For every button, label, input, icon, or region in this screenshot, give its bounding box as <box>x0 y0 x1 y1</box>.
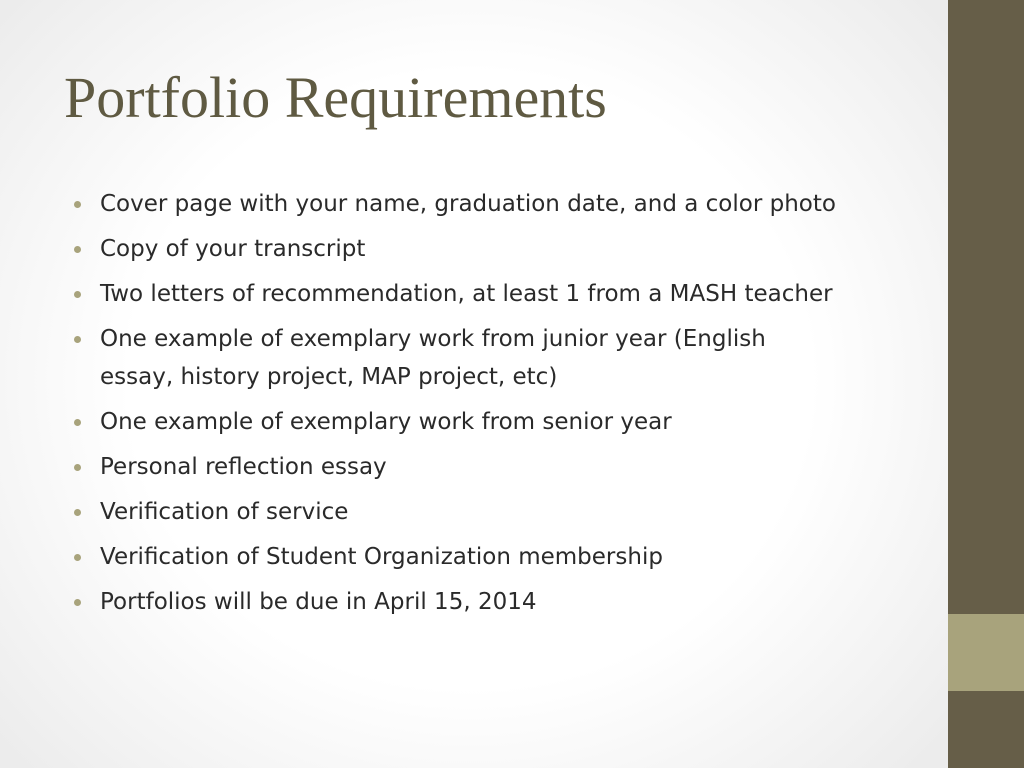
bullet-item <box>72 403 842 441</box>
bullet-text: Verification of service <box>100 499 349 525</box>
bullet-dot-icon <box>74 336 81 343</box>
bullet-dot-icon <box>74 291 81 298</box>
bullet-dot-icon <box>74 599 81 606</box>
bullet-item <box>72 320 842 396</box>
slide-title: Portfolio Requirements <box>64 65 607 130</box>
bullet-text: One example of exemplary work from senior year <box>100 409 672 435</box>
bullet-text: Portfolios will be due in April 15, 2014 <box>100 589 537 615</box>
bullet-item <box>72 493 842 531</box>
bullet-text: One example of exemplary work from junior year (English essay, history project, MAP project, etc) <box>100 326 766 390</box>
bullet-dot-icon <box>74 201 81 208</box>
bullet-item <box>72 185 842 223</box>
bullet-dot-icon <box>74 246 81 253</box>
bullet-item <box>72 448 842 486</box>
bullet-item <box>72 583 842 621</box>
bullet-dot-icon <box>74 509 81 516</box>
bullet-dot-icon <box>74 554 81 561</box>
bullet-text: Two letters of recommendation, at least 1 from a MASH teacher <box>100 281 833 307</box>
bullet-text: Personal reflection essay <box>100 454 387 480</box>
bullet-dot-icon <box>74 464 81 471</box>
side-bar-accent <box>948 614 1024 691</box>
bullet-item <box>72 538 842 576</box>
bullet-text: Copy of your transcript <box>100 236 366 262</box>
bullet-list <box>72 185 842 628</box>
bullet-item <box>72 230 842 268</box>
bullet-text: Cover page with your name, graduation date, and a color photo <box>100 191 836 217</box>
bullet-text: Verification of Student Organization membership <box>100 544 663 570</box>
bullet-item <box>72 275 842 313</box>
bullet-dot-icon <box>74 419 81 426</box>
